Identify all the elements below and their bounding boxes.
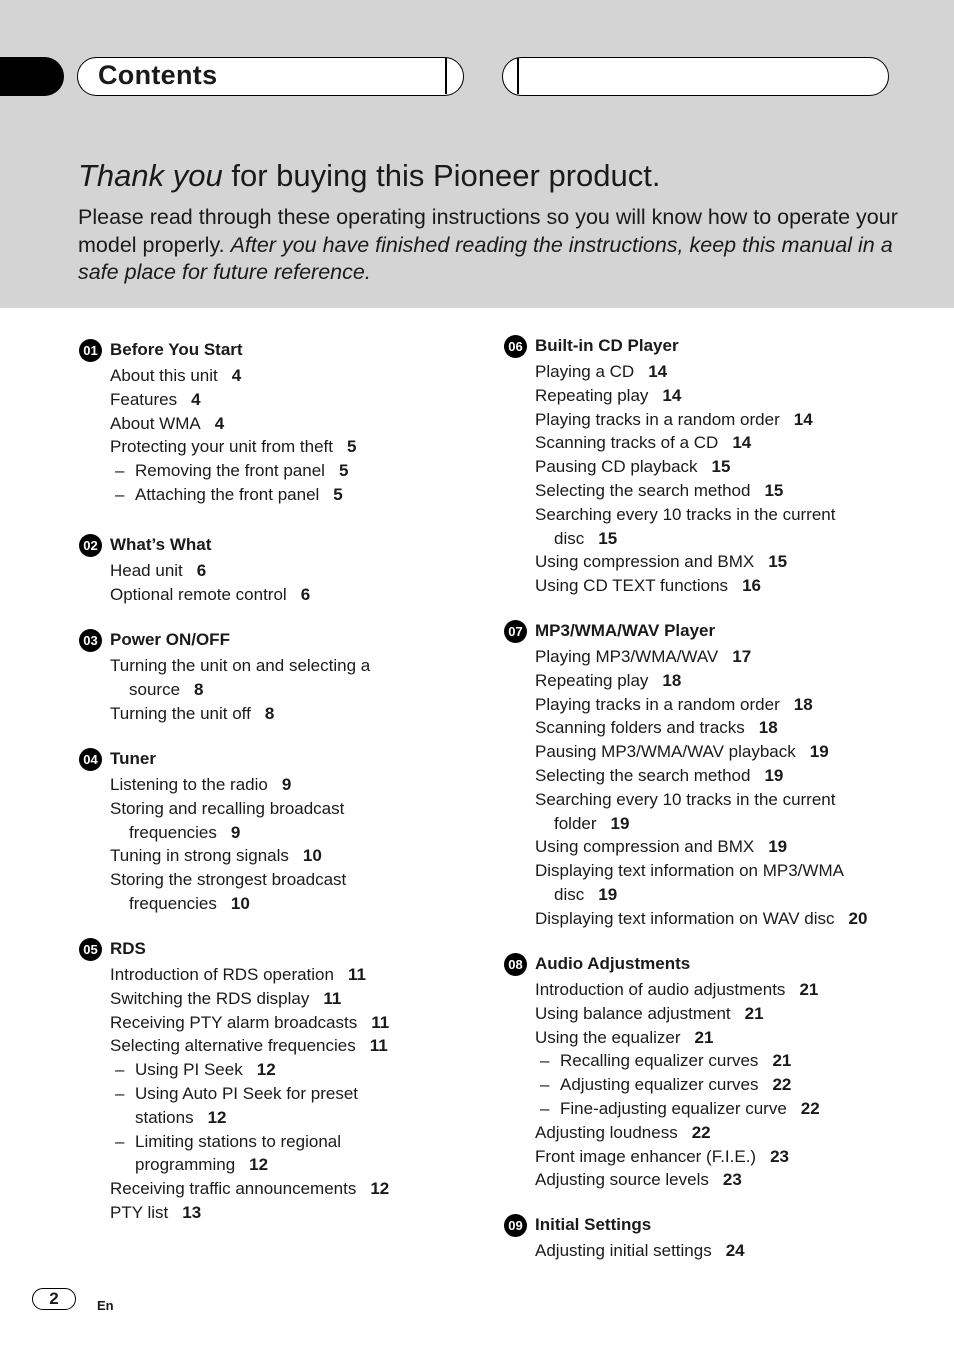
toc-page-number: 19: [768, 837, 788, 857]
section-title: Built-in CD Player: [535, 336, 679, 355]
page-number: 2: [32, 1288, 76, 1310]
toc-page-number: 16: [742, 576, 761, 596]
intro-paragraph: [78, 204, 898, 287]
toc-entry[interactable]: [535, 1121, 904, 1145]
tab-divider: [445, 58, 447, 94]
toc-entry-text: Storing the strongest broadcast: [110, 870, 347, 890]
toc-entry[interactable]: [540, 1073, 904, 1097]
contents-tab: [77, 57, 464, 96]
toc-entry-text: Playing a CD: [535, 362, 635, 381]
toc-entry[interactable]: [110, 364, 479, 388]
toc-entry-text: Displaying text information on WAV disc: [535, 908, 835, 928]
toc-entry[interactable]: [115, 483, 479, 507]
section-title: Power ON/OFF: [110, 630, 230, 649]
tab-divider: [517, 58, 519, 94]
toc-entry[interactable]: [110, 797, 479, 845]
toc-entry-text: Selecting alternative frequencies: [110, 1036, 356, 1056]
toc-entry-text: Switching the RDS display: [110, 988, 310, 1008]
toc-page-number: 23: [770, 1146, 790, 1166]
toc-entry-text: Introduction of audio adjustments: [535, 980, 786, 999]
intro-emphasis: After you have finished reading the instructions, keep this manual in a safe place for future reference.: [78, 232, 893, 284]
toc-entry-text: Front image enhancer (F.I.E.): [535, 1146, 757, 1166]
toc-page-number: 10: [302, 846, 322, 866]
toc-page-number: 12: [256, 1060, 276, 1080]
toc-entry-text: Attaching the front panel: [135, 484, 320, 504]
toc-entry-text: Playing tracks in a random order: [535, 409, 780, 429]
toc-page-number: 19: [809, 742, 829, 762]
section-number-badge: 01: [79, 339, 102, 362]
dash-bullet: –: [540, 1075, 550, 1095]
toc-entry-text: Protecting your unit from theft: [110, 437, 333, 457]
toc-entry-continuation: source: [129, 679, 181, 699]
toc-entry[interactable]: [535, 835, 904, 859]
intro-text: Please read through these operating instructions so you will know how to operate your model properly.: [78, 205, 898, 257]
toc-page-number: 12: [207, 1107, 227, 1127]
toc-page-number: 23: [722, 1170, 742, 1190]
toc-entry-text: Turning the unit off: [110, 703, 251, 723]
toc-entry-text: Adjusting source levels: [535, 1170, 709, 1190]
toc-page-number: 19: [764, 765, 784, 785]
toc-page-number: 10: [230, 893, 250, 913]
section-title: MP3/WMA/WAV Player: [535, 621, 716, 640]
toc-entry[interactable]: [110, 773, 479, 797]
section-heading: [79, 630, 479, 654]
toc-entry-text: Head unit: [110, 561, 183, 580]
toc-page-number: 21: [772, 1051, 792, 1071]
toc-page-number: 22: [691, 1122, 711, 1142]
toc-page-number: 5: [333, 484, 343, 504]
toc-entry[interactable]: [110, 1011, 479, 1035]
section-heading: [504, 621, 904, 645]
toc-entry[interactable]: [535, 669, 904, 693]
tab-marker: [0, 57, 64, 96]
toc-entry-text: Storing and recalling broadcast: [110, 798, 345, 818]
toc-entry-text: Scanning folders and tracks: [535, 718, 745, 738]
toc-entry-text: Using compression and BMX: [535, 552, 755, 572]
dash-bullet: –: [115, 1131, 125, 1151]
blank-tab: [502, 57, 889, 96]
toc-entry-text: Pausing CD playback: [535, 457, 698, 477]
toc-page-number: 18: [758, 718, 778, 738]
toc-page-number: 5: [338, 461, 349, 481]
toc-section: [504, 954, 904, 1192]
toc-entry[interactable]: [535, 431, 904, 455]
section-heading: [504, 336, 904, 360]
toc-entry-text: Turning the unit on and selecting a: [110, 656, 371, 675]
toc-entry[interactable]: [535, 764, 904, 788]
toc-entry[interactable]: [115, 1058, 479, 1082]
toc-entry[interactable]: [540, 1097, 904, 1121]
language-label: En: [97, 1298, 114, 1313]
dash-bullet: –: [115, 1060, 125, 1080]
toc-entry[interactable]: [535, 1002, 904, 1026]
toc-section: [79, 535, 479, 607]
toc-page-number: 11: [347, 965, 366, 984]
toc-entry-text: Using balance adjustment: [535, 1003, 731, 1023]
toc-page-number: 14: [793, 409, 813, 429]
toc-entry[interactable]: [110, 987, 479, 1011]
dash-bullet: –: [115, 1083, 125, 1103]
toc-entry-text: PTY list: [110, 1202, 169, 1222]
section-title: What’s What: [110, 535, 212, 554]
section-heading: [504, 954, 904, 978]
toc-entry-continuation: disc: [554, 884, 585, 904]
toc-page-number: 11: [369, 1036, 388, 1056]
toc-entry-text: Adjusting initial settings: [535, 1241, 712, 1260]
toc-entry-text: Using CD TEXT functions: [535, 576, 729, 596]
toc-entry-text: About this unit: [110, 366, 218, 385]
toc-section: [79, 630, 479, 725]
toc-page-number: 14: [648, 362, 668, 381]
toc-entry[interactable]: [110, 583, 479, 607]
toc-entry[interactable]: [535, 788, 904, 836]
toc-entry[interactable]: [535, 503, 904, 551]
toc-entry[interactable]: [110, 654, 479, 702]
section-heading: [79, 939, 479, 963]
toc-page-number: 12: [370, 1179, 390, 1199]
toc-page-number: 4: [214, 413, 225, 433]
toc-entry-text: Receiving PTY alarm broadcasts: [110, 1012, 358, 1032]
toc-section: [504, 1215, 904, 1263]
toc-entry[interactable]: [535, 740, 904, 764]
toc-page-number: 11: [371, 1012, 390, 1032]
toc-section: [79, 939, 479, 1225]
toc-entry[interactable]: [535, 978, 904, 1002]
headline-emphasis: Thank you: [78, 158, 223, 193]
dash-bullet: –: [115, 484, 125, 504]
toc-entry[interactable]: [115, 1130, 479, 1178]
toc-entry[interactable]: [535, 384, 904, 408]
toc-page-number: 6: [300, 584, 311, 604]
toc-entry-text: Fine-adjusting equalizer curve: [560, 1098, 787, 1118]
toc-entry[interactable]: [535, 1026, 904, 1050]
toc-page-number: 12: [249, 1155, 269, 1175]
toc-entry[interactable]: [110, 412, 479, 436]
section-heading: [79, 749, 479, 773]
toc-entry-text: Optional remote control: [110, 584, 287, 604]
section-number-badge: 09: [504, 1214, 527, 1237]
toc-entry-text: Recalling equalizer curves: [560, 1051, 759, 1071]
toc-entry[interactable]: [535, 550, 904, 574]
toc-page-number: 13: [182, 1202, 202, 1222]
toc-entry-text: Playing MP3/WMA/WAV: [535, 647, 719, 666]
toc-entry[interactable]: [535, 479, 904, 503]
toc-entry-text: Repeating play: [535, 670, 649, 690]
toc-entry[interactable]: [115, 459, 479, 483]
toc-page-number: 15: [711, 457, 731, 477]
toc-entry-text: Using PI Seek: [135, 1060, 243, 1080]
toc-entry-text: Tuning in strong signals: [110, 846, 289, 866]
toc-entry-text: Using compression and BMX: [535, 837, 755, 857]
section-number-badge: 06: [504, 335, 527, 358]
toc-entry[interactable]: [535, 1145, 904, 1169]
toc-entry[interactable]: [535, 360, 904, 384]
toc-page-number: 15: [598, 528, 618, 548]
toc-entry-text: Playing tracks in a random order: [535, 694, 780, 714]
toc-entry[interactable]: [535, 455, 904, 479]
toc-entry-text: Searching every 10 tracks in the current: [535, 504, 836, 524]
section-title: Before You Start: [110, 340, 243, 359]
toc-page-number: 9: [230, 822, 241, 842]
section-number-badge: 05: [79, 938, 102, 961]
toc-entry-text: Repeating play: [535, 385, 649, 405]
toc-entry[interactable]: [110, 963, 479, 987]
section-title: RDS: [110, 939, 146, 958]
toc-entry-continuation: frequencies: [129, 893, 217, 913]
contents-title: Contents: [98, 60, 218, 90]
toc-entry[interactable]: [110, 388, 479, 412]
dash-bullet: –: [115, 461, 125, 481]
toc-page-number: 4: [231, 366, 242, 385]
toc-entry-text: Using Auto PI Seek for preset: [135, 1083, 359, 1103]
toc-page-number: 19: [610, 813, 630, 833]
headline-text: for buying this Pioneer product.: [222, 158, 661, 193]
toc-entry[interactable]: [535, 907, 904, 931]
section-heading: [504, 1215, 904, 1239]
toc-entry[interactable]: [110, 1034, 479, 1058]
toc-entry[interactable]: [535, 1239, 904, 1263]
toc-entry-text: Selecting the search method: [535, 480, 751, 500]
toc-section: [504, 336, 904, 598]
toc-entry-text: Features: [110, 389, 178, 409]
toc-entry-continuation: stations: [135, 1107, 194, 1127]
toc-entry[interactable]: [535, 574, 904, 598]
toc-entry[interactable]: [540, 1049, 904, 1073]
toc-page-number: 8: [194, 679, 204, 699]
toc-entry-text: Introduction of RDS operation: [110, 965, 334, 984]
toc-section: [79, 340, 479, 507]
toc-entry[interactable]: [115, 1082, 479, 1130]
section-title: Initial Settings: [535, 1215, 652, 1234]
toc-entry[interactable]: [535, 408, 904, 432]
toc-entry[interactable]: [535, 645, 904, 669]
toc-entry-text: Receiving traffic announcements: [110, 1179, 357, 1199]
dash-bullet: –: [540, 1051, 550, 1071]
section-number-badge: 02: [79, 534, 102, 557]
toc-entry-continuation: frequencies: [129, 822, 217, 842]
toc-entry[interactable]: [535, 716, 904, 740]
toc-page-number: 4: [191, 389, 201, 409]
toc-page-number: 21: [744, 1003, 764, 1023]
toc-section: [79, 749, 479, 916]
toc-page-number: 8: [264, 703, 275, 723]
toc-page-number: 15: [764, 480, 784, 500]
toc-entry[interactable]: [535, 859, 904, 907]
section-number-badge: 03: [79, 629, 102, 652]
section-heading: [79, 535, 479, 559]
toc-entry[interactable]: [110, 868, 479, 916]
toc-entry[interactable]: [110, 1177, 479, 1201]
toc-page-number: 20: [848, 908, 868, 928]
toc-entry[interactable]: [535, 693, 904, 717]
toc-entry[interactable]: [110, 1201, 479, 1225]
toc-page-number: 19: [598, 884, 618, 904]
toc-page-number: 21: [799, 980, 819, 999]
toc-entry-text: Listening to the radio: [110, 775, 268, 794]
toc-entry-text: Scanning tracks of a CD: [535, 433, 719, 453]
toc-page-number: 22: [800, 1098, 820, 1118]
section-number-badge: 07: [504, 620, 527, 643]
dash-bullet: –: [540, 1098, 550, 1118]
section-number-badge: 08: [504, 953, 527, 976]
toc-entry[interactable]: [110, 702, 479, 726]
toc-page-number: 22: [772, 1075, 792, 1095]
section-heading: [79, 340, 479, 364]
toc-page-number: 9: [281, 775, 292, 794]
toc-page-number: 6: [196, 561, 207, 580]
toc-page-number: 14: [662, 385, 682, 405]
toc-page-number: 21: [694, 1027, 714, 1047]
section-title: Tuner: [110, 749, 156, 768]
toc-entry-text: About WMA: [110, 413, 201, 433]
toc-page-number: 5: [347, 437, 357, 457]
toc-entry-text: Using the equalizer: [535, 1027, 681, 1047]
toc-page-number: 24: [725, 1241, 745, 1260]
toc-entry-text: Adjusting equalizer curves: [560, 1075, 759, 1095]
toc-page-number: 14: [732, 433, 752, 453]
toc-entry-continuation: folder: [554, 813, 597, 833]
toc-entry-text: Limiting stations to regional: [135, 1131, 342, 1151]
toc-entry-text: Removing the front panel: [135, 461, 325, 481]
toc-entry[interactable]: [110, 435, 479, 459]
toc-entry-text: Adjusting loudness: [535, 1122, 678, 1142]
toc-entry-text: Selecting the search method: [535, 765, 751, 785]
toc-entry-continuation: disc: [554, 528, 585, 548]
toc-entry[interactable]: [110, 844, 479, 868]
section-title: Audio Adjustments: [535, 954, 691, 973]
toc-section: [504, 621, 904, 931]
toc-page-number: 11: [323, 988, 342, 1008]
toc-entry-text: Pausing MP3/WMA/WAV playback: [535, 742, 796, 762]
toc-entry-text: Searching every 10 tracks in the current: [535, 789, 836, 809]
toc-page-number: 18: [662, 670, 682, 690]
headline: [78, 158, 660, 194]
toc-page-number: 17: [732, 647, 752, 666]
toc-entry[interactable]: [535, 1168, 904, 1192]
section-number-badge: 04: [79, 748, 102, 771]
toc-entry-text: Displaying text information on MP3/WMA: [535, 861, 844, 881]
toc-entry[interactable]: [110, 559, 479, 583]
toc-page-number: 15: [768, 552, 788, 572]
toc-entry-continuation: programming: [135, 1155, 236, 1175]
toc-page-number: 18: [793, 694, 813, 714]
